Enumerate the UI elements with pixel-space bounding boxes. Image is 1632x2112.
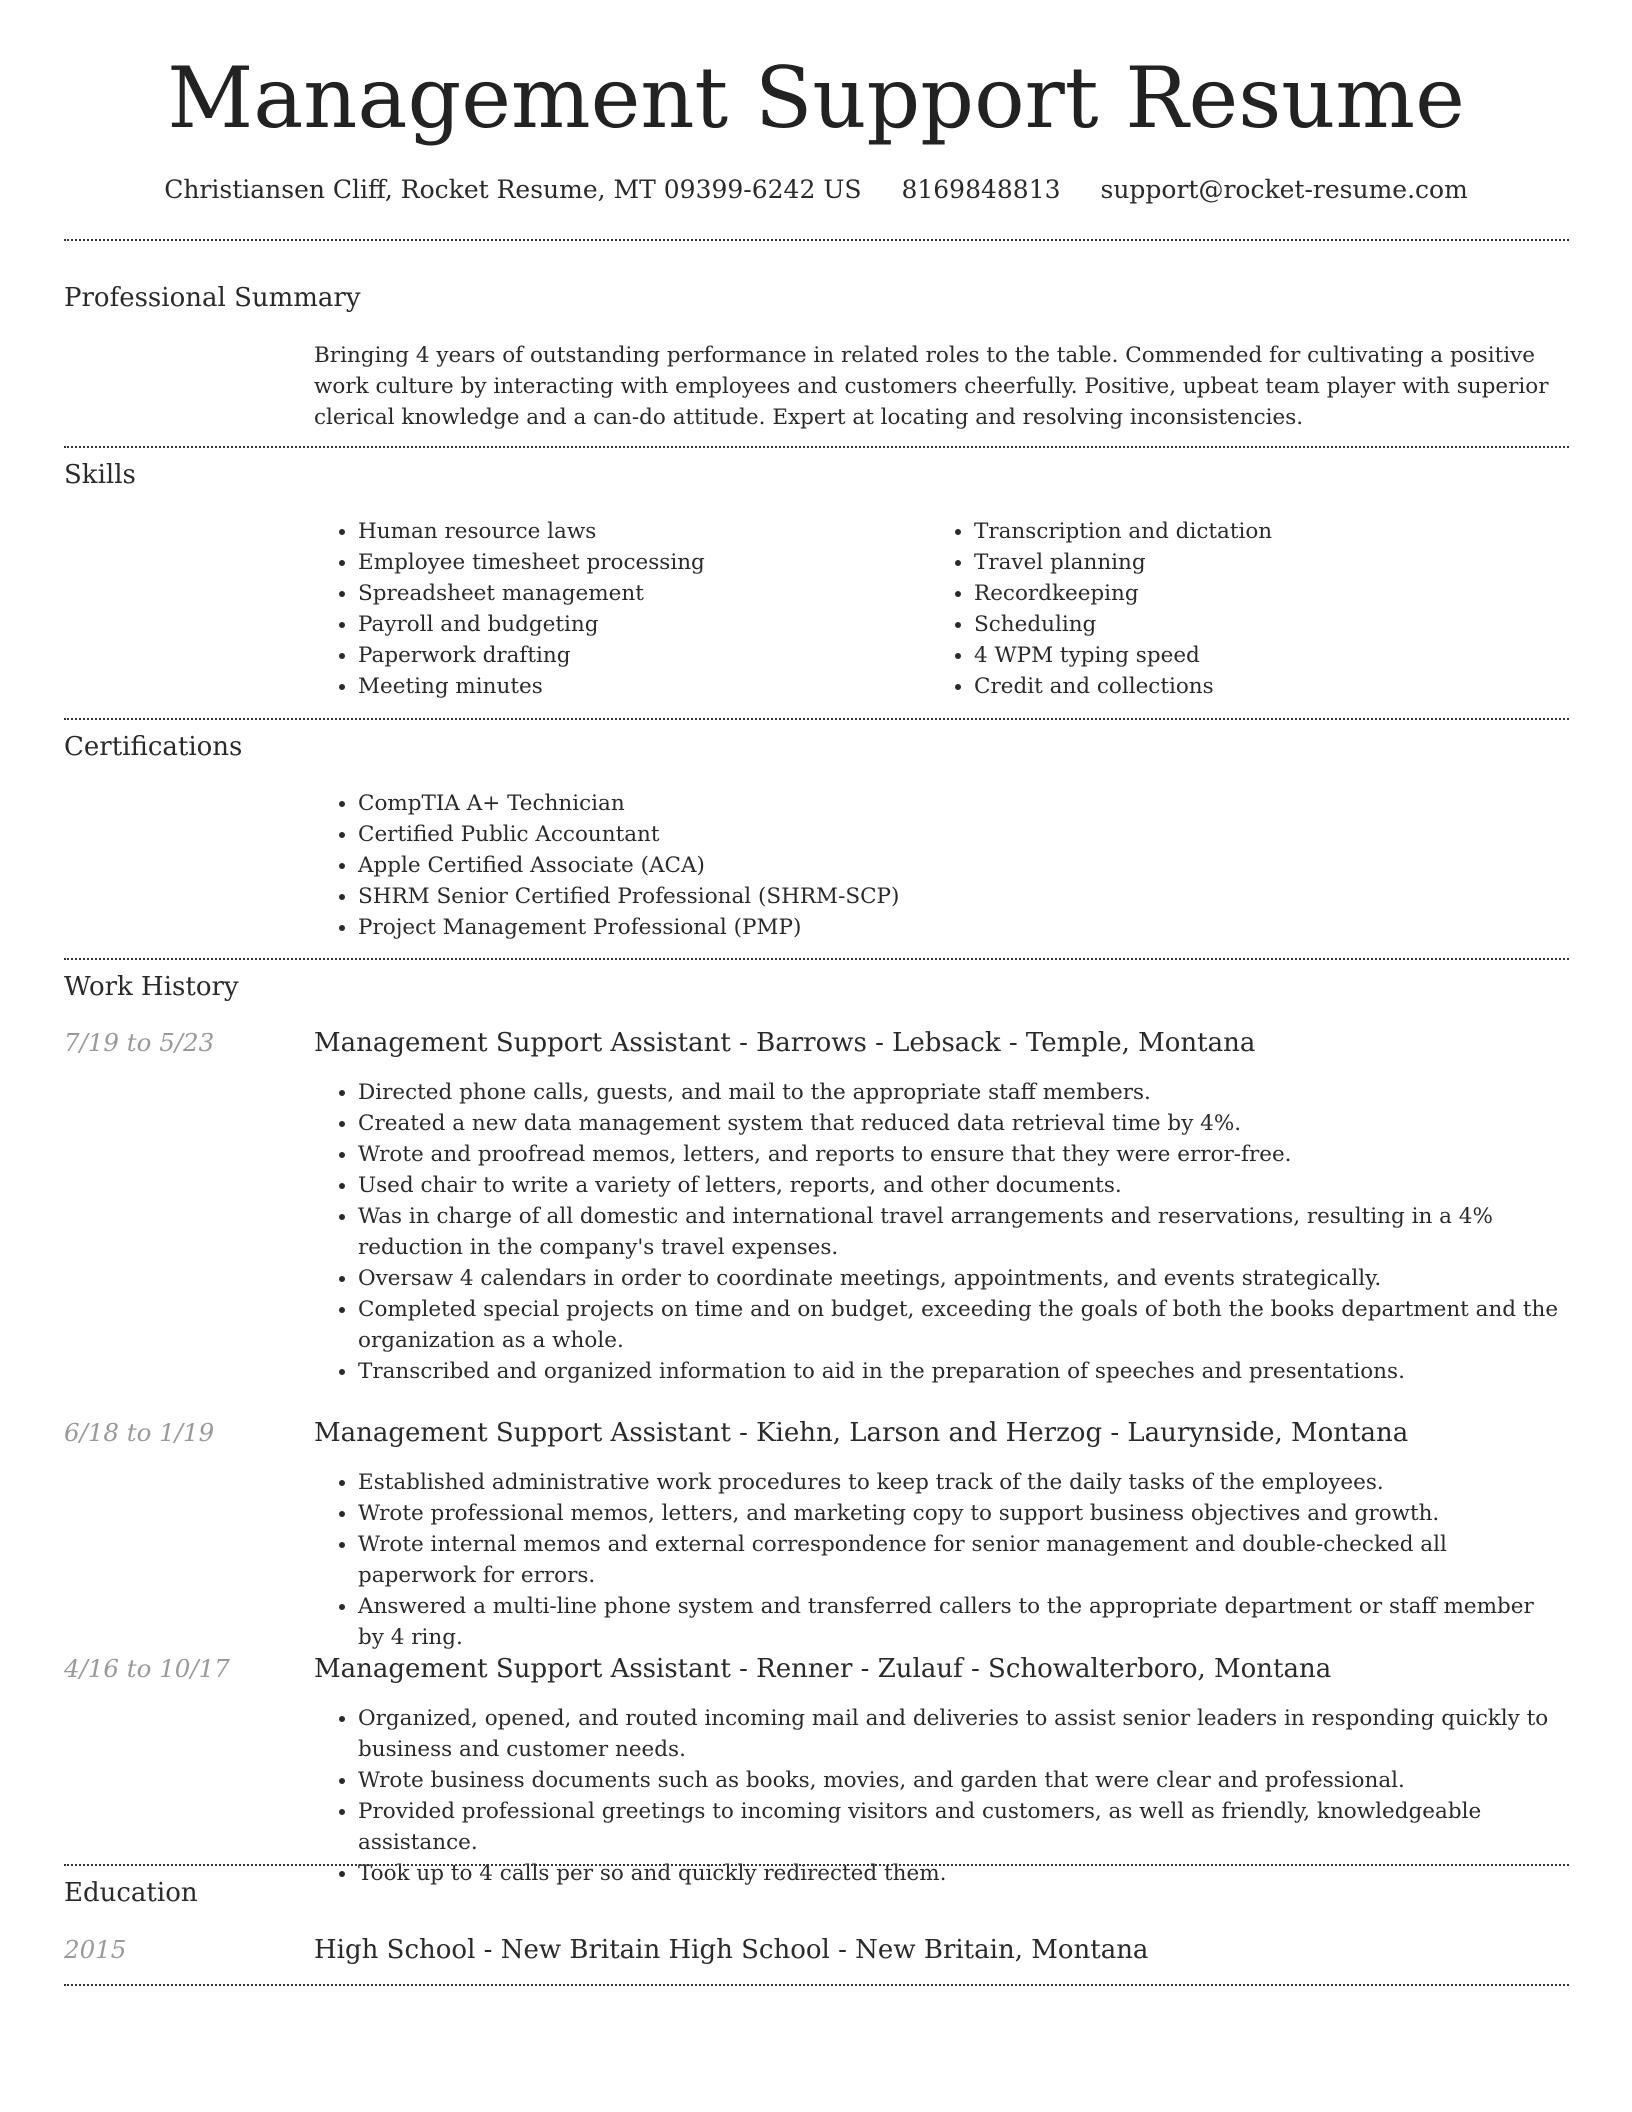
job-bullets bbox=[314, 1467, 1564, 1653]
job-bullet: • Created a new data management system that reduced data retrieval time by 4%. bbox=[358, 1108, 1564, 1139]
contact-email: support@rocket-resume.com bbox=[1100, 175, 1468, 204]
skill-item: • Human resource laws bbox=[358, 516, 914, 547]
divider bbox=[64, 1984, 1569, 1986]
divider bbox=[64, 239, 1569, 241]
job-bullet: • Wrote professional memos, letters, and marketing copy to support business objectives and growth. bbox=[358, 1498, 1564, 1529]
certification-item: • SHRM Senior Certified Professional (SHRM-SCP) bbox=[358, 881, 1564, 912]
work-heading: Work History bbox=[64, 972, 239, 1002]
skills-column-right bbox=[930, 516, 1530, 702]
certification-item: • CompTIA A+ Technician bbox=[358, 788, 1564, 819]
certification-item: • Certified Public Accountant bbox=[358, 819, 1564, 850]
job-title: Management Support Assistant - Renner - Zulauf - Schowalterboro, Montana bbox=[314, 1654, 1332, 1684]
skill-item: • 4 WPM typing speed bbox=[974, 640, 1530, 671]
job-bullet: • Provided professional greetings to incoming visitors and customers, as well as friendly, knowledgeable assistance. bbox=[358, 1796, 1564, 1858]
contact-address: Christiansen Cliff, Rocket Resume, MT 09399-6242 US bbox=[164, 175, 862, 204]
job-bullet: • Wrote internal memos and external correspondence for senior management and double-checked all paperwork for errors. bbox=[358, 1529, 1564, 1591]
divider bbox=[64, 1864, 1569, 1866]
skill-item: • Credit and collections bbox=[974, 671, 1530, 702]
job-bullet: • Completed special projects on time and on budget, exceeding the goals of both the books department and the organization as a whole. bbox=[358, 1294, 1564, 1356]
job-bullet: • Oversaw 4 calendars in order to coordinate meetings, appointments, and events strategically. bbox=[358, 1263, 1564, 1294]
job-bullets bbox=[314, 1077, 1564, 1387]
skill-item: • Transcription and dictation bbox=[974, 516, 1530, 547]
job-bullet: • Answered a multi-line phone system and transferred callers to the appropriate department or staff member by 4 ring. bbox=[358, 1591, 1564, 1653]
job-bullet: • Wrote and proofread memos, letters, and reports to ensure that they were error-free. bbox=[358, 1139, 1564, 1170]
certifications-list bbox=[314, 788, 1564, 943]
job-title: Management Support Assistant - Barrows - Lebsack - Temple, Montana bbox=[314, 1028, 1256, 1058]
education-entry: High School - New Britain High School - New Britain, Montana bbox=[314, 1935, 1149, 1965]
job-bullets bbox=[314, 1703, 1564, 1889]
job-bullet: • Wrote business documents such as books, movies, and garden that were clear and professional. bbox=[358, 1765, 1564, 1796]
certifications-heading: Certifications bbox=[64, 732, 243, 762]
job-bullet: • Was in charge of all domestic and international travel arrangements and reservations, resulting in a 4% reduction in the company's travel expenses. bbox=[358, 1201, 1564, 1263]
contact-phone: 8169848813 bbox=[901, 175, 1061, 204]
summary-text: Bringing 4 years of outstanding performance in related roles to the table. Commended for cultivating a positive work culture by interacting with employees and customers cheerfully. Positive, upbeat team player with superior clerical knowledge and a can-do attitude. Expert at locating and resolving inconsistencies. bbox=[314, 343, 1549, 430]
skill-item: • Recordkeeping bbox=[974, 578, 1530, 609]
contact-line bbox=[0, 170, 1632, 210]
job-dates: 6/18 to 1/19 bbox=[64, 1418, 215, 1447]
certification-item: • Apple Certified Associate (ACA) bbox=[358, 850, 1564, 881]
job-bullet: • Took up to 4 calls per so and quickly redirected them. bbox=[358, 1858, 1564, 1889]
divider bbox=[64, 718, 1569, 720]
job-dates: 4/16 to 10/17 bbox=[64, 1654, 230, 1683]
job-bullet: • Transcribed and organized information to aid in the preparation of speeches and presentations. bbox=[358, 1356, 1564, 1387]
education-heading: Education bbox=[64, 1878, 198, 1908]
education-year: 2015 bbox=[64, 1935, 127, 1964]
skill-item: • Paperwork drafting bbox=[358, 640, 914, 671]
job-bullet: • Used chair to write a variety of letters, reports, and other documents. bbox=[358, 1170, 1564, 1201]
skill-item: • Travel planning bbox=[974, 547, 1530, 578]
skill-item: • Spreadsheet management bbox=[358, 578, 914, 609]
job-dates: 7/19 to 5/23 bbox=[64, 1028, 215, 1057]
job-title: Management Support Assistant - Kiehn, Larson and Herzog - Laurynside, Montana bbox=[314, 1418, 1409, 1448]
skills-heading: Skills bbox=[64, 460, 136, 490]
resume-title: Management Support Resume bbox=[167, 49, 1465, 147]
job-bullet: • Established administrative work procedures to keep track of the daily tasks of the employees. bbox=[358, 1467, 1564, 1498]
skills-column-left bbox=[314, 516, 914, 702]
job-bullet: • Directed phone calls, guests, and mail to the appropriate staff members. bbox=[358, 1077, 1564, 1108]
certification-item: • Project Management Professional (PMP) bbox=[358, 912, 1564, 943]
skill-item: • Payroll and budgeting bbox=[358, 609, 914, 640]
summary-heading: Professional Summary bbox=[64, 283, 361, 313]
divider bbox=[64, 958, 1569, 960]
divider bbox=[64, 446, 1569, 448]
skill-item: • Scheduling bbox=[974, 609, 1530, 640]
job-bullet: • Organized, opened, and routed incoming mail and deliveries to assist senior leaders in responding quickly to business and customer needs. bbox=[358, 1703, 1564, 1765]
skill-item: • Employee timesheet processing bbox=[358, 547, 914, 578]
skill-item: • Meeting minutes bbox=[358, 671, 914, 702]
